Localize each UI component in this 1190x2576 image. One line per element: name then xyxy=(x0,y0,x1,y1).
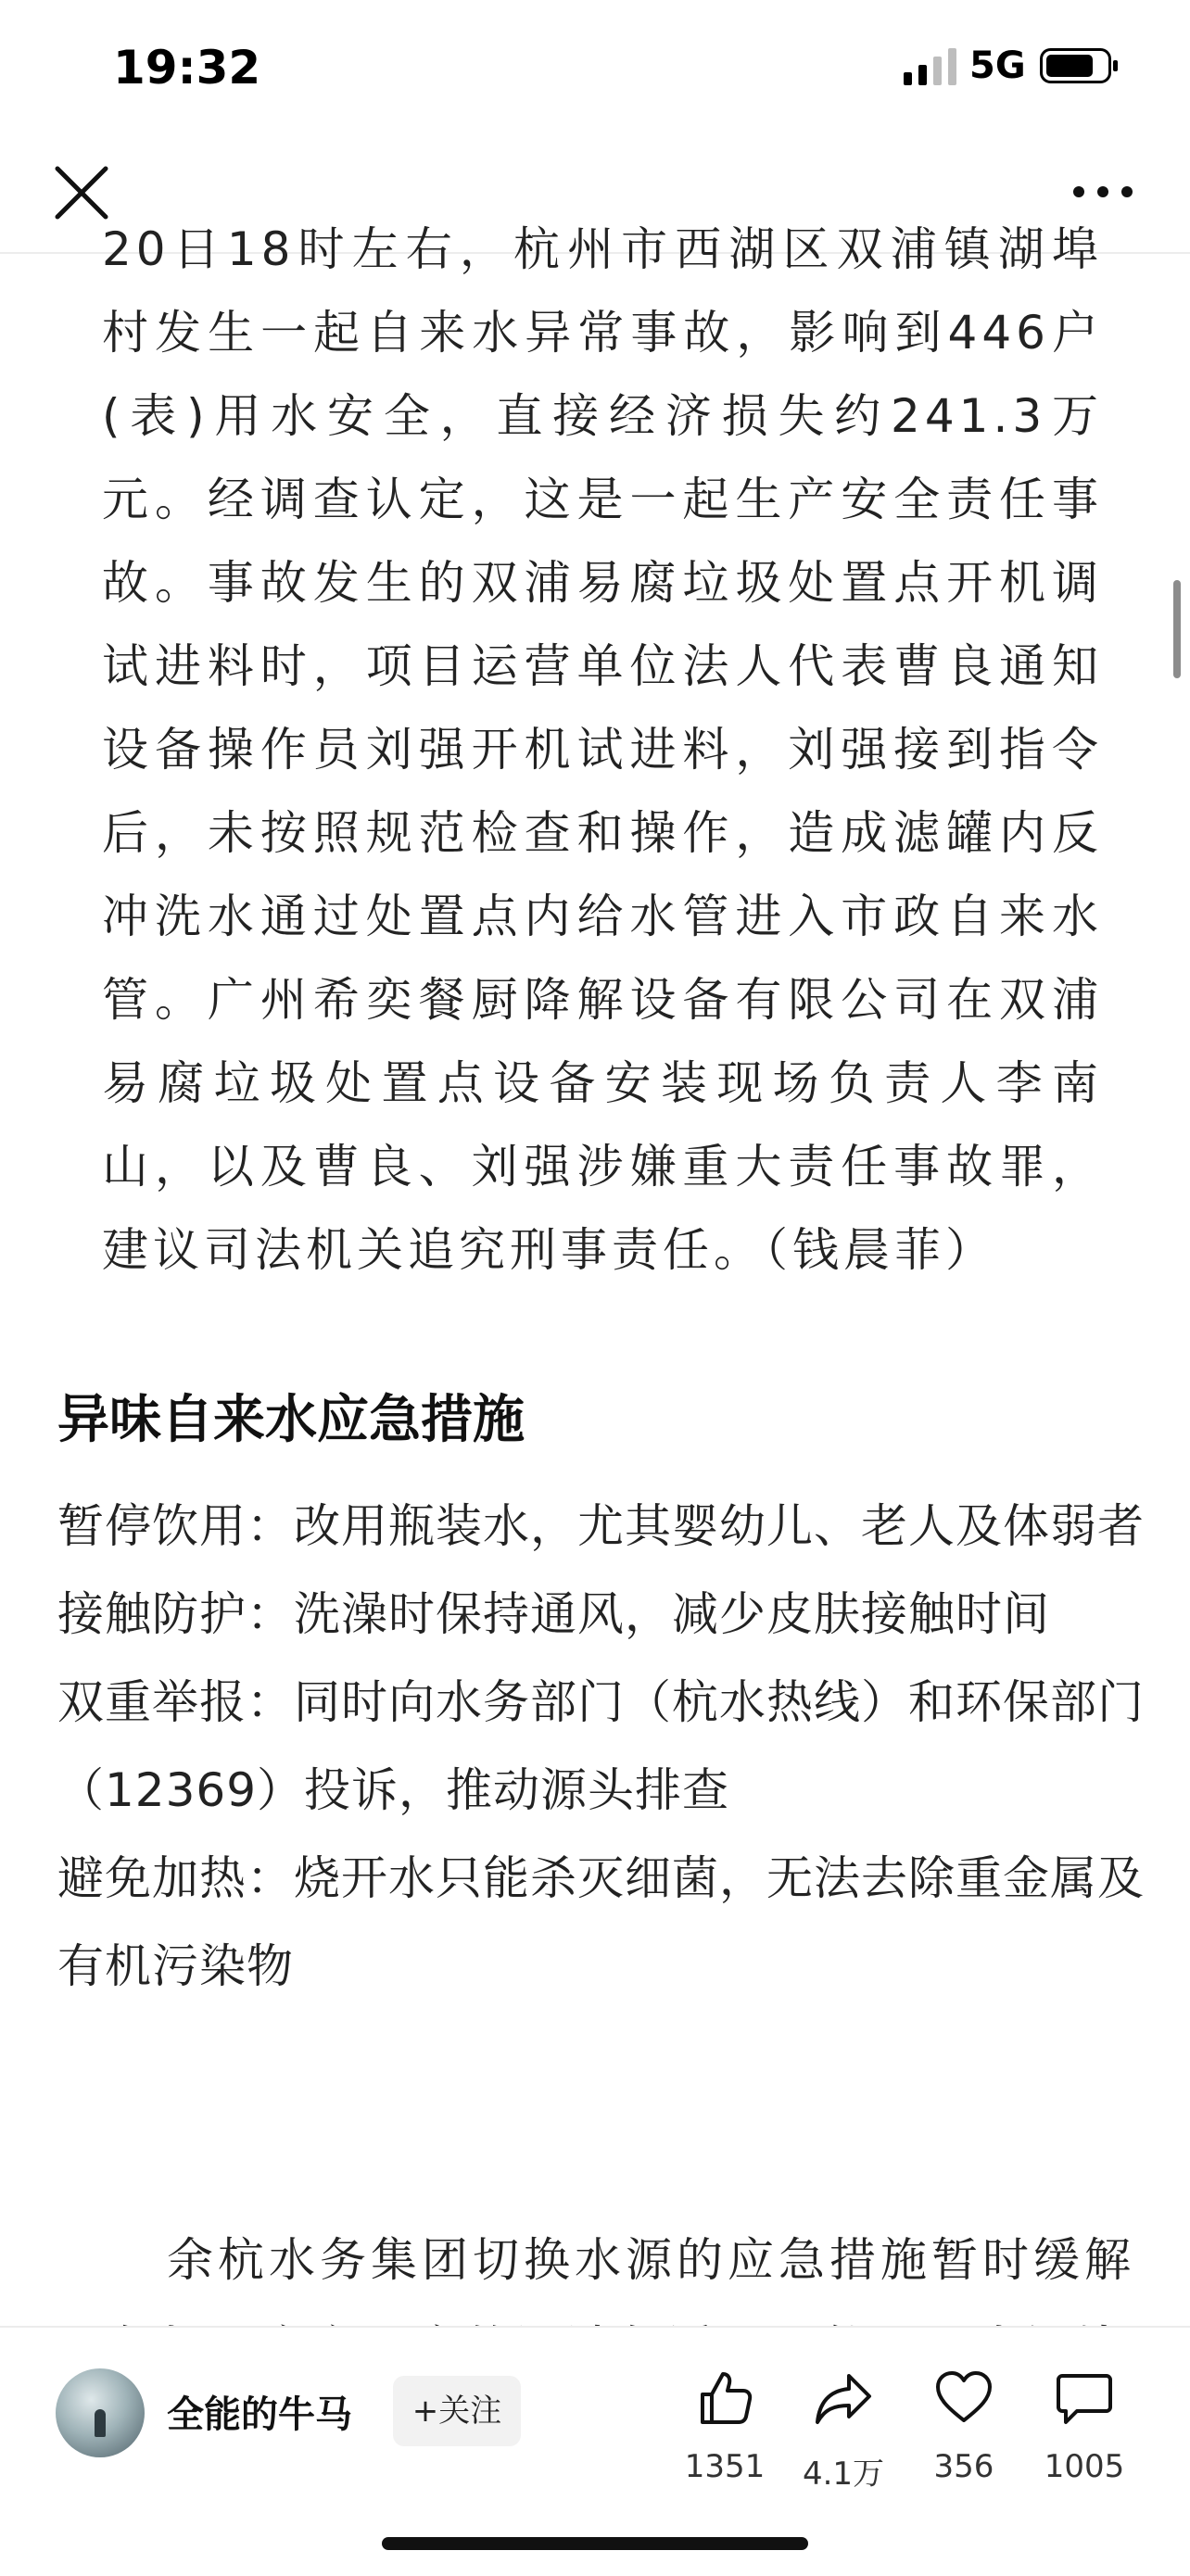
section-title: 异味自来水应急措施 xyxy=(57,1390,525,1450)
like-count: 1351 xyxy=(684,2448,766,2485)
more-icon[interactable] xyxy=(1070,178,1135,206)
favorite-count: 356 xyxy=(933,2448,994,2485)
article-paragraph-quote: 20日18时左右，杭州市西湖区双浦镇湖埠村发生一起自来水异常事故，影响到446户(表)用水安全，直接经济损失约241.3万元。经调查认定，这是一起生产安全责任事故。事故发生的双浦易腐垃圾处置点开机调试进料时，项目运营单位法人代表曹良通知设备操作员刘强开机试进料，刘强接到指令后，未按照规范检查和操作，造成滤罐内反冲洗水通过处置点内给水管进入市政自来水管。广州希奕餐厨降解设备有限公司在双浦易腐垃圾处置点设备安装现场负责人李南山，以及曹良、刘强涉嫌重大责任事故罪，建议司法机关追究刑事责任。（钱晨菲） xyxy=(102,222,1103,1277)
signal-icon xyxy=(904,48,957,85)
measure-item: 接触防护：洗澡时保持通风，减少皮肤接触时间 xyxy=(57,1587,1050,1641)
measure-item: 避免加热：烧开水只能杀灭细菌，无法去除重金属及有机污染物 xyxy=(57,1851,1145,1993)
measure-item: 双重举报：同时向水务部门（杭水热线）和环保部门（12369）投诉，推动源头排查 xyxy=(57,1675,1145,1817)
article-content xyxy=(0,222,1190,2326)
avatar[interactable] xyxy=(56,2368,145,2457)
comment-count: 1005 xyxy=(1044,2448,1125,2485)
home-indicator[interactable] xyxy=(382,2537,808,2550)
battery-icon xyxy=(1040,48,1120,83)
measure-item: 暂停饮用：改用瓶装水，尤其婴幼儿、老人及体弱者 xyxy=(57,1499,1145,1553)
article-paragraph: 余杭水务集团切换水源的应急措施暂时缓解 xyxy=(167,2233,1135,2287)
status-time: 19:32 xyxy=(113,41,261,95)
heart-icon xyxy=(934,2368,994,2428)
author-name[interactable]: 全能的牛马 xyxy=(167,2393,352,2436)
status-bar xyxy=(0,0,1190,130)
scrollbar[interactable] xyxy=(1173,580,1181,678)
like-button[interactable] xyxy=(669,2355,780,2494)
like-icon xyxy=(695,2368,754,2428)
network-type: 5G xyxy=(969,44,1026,87)
share-icon xyxy=(814,2368,873,2428)
share-count: 4.1万 xyxy=(802,2456,885,2493)
comment-icon xyxy=(1055,2368,1114,2428)
share-button[interactable] xyxy=(788,2355,899,2494)
comment-button[interactable] xyxy=(1029,2355,1140,2494)
measures-list xyxy=(57,1483,1151,2011)
favorite-button[interactable] xyxy=(908,2355,1019,2494)
follow-button[interactable]: +关注 xyxy=(393,2376,521,2446)
